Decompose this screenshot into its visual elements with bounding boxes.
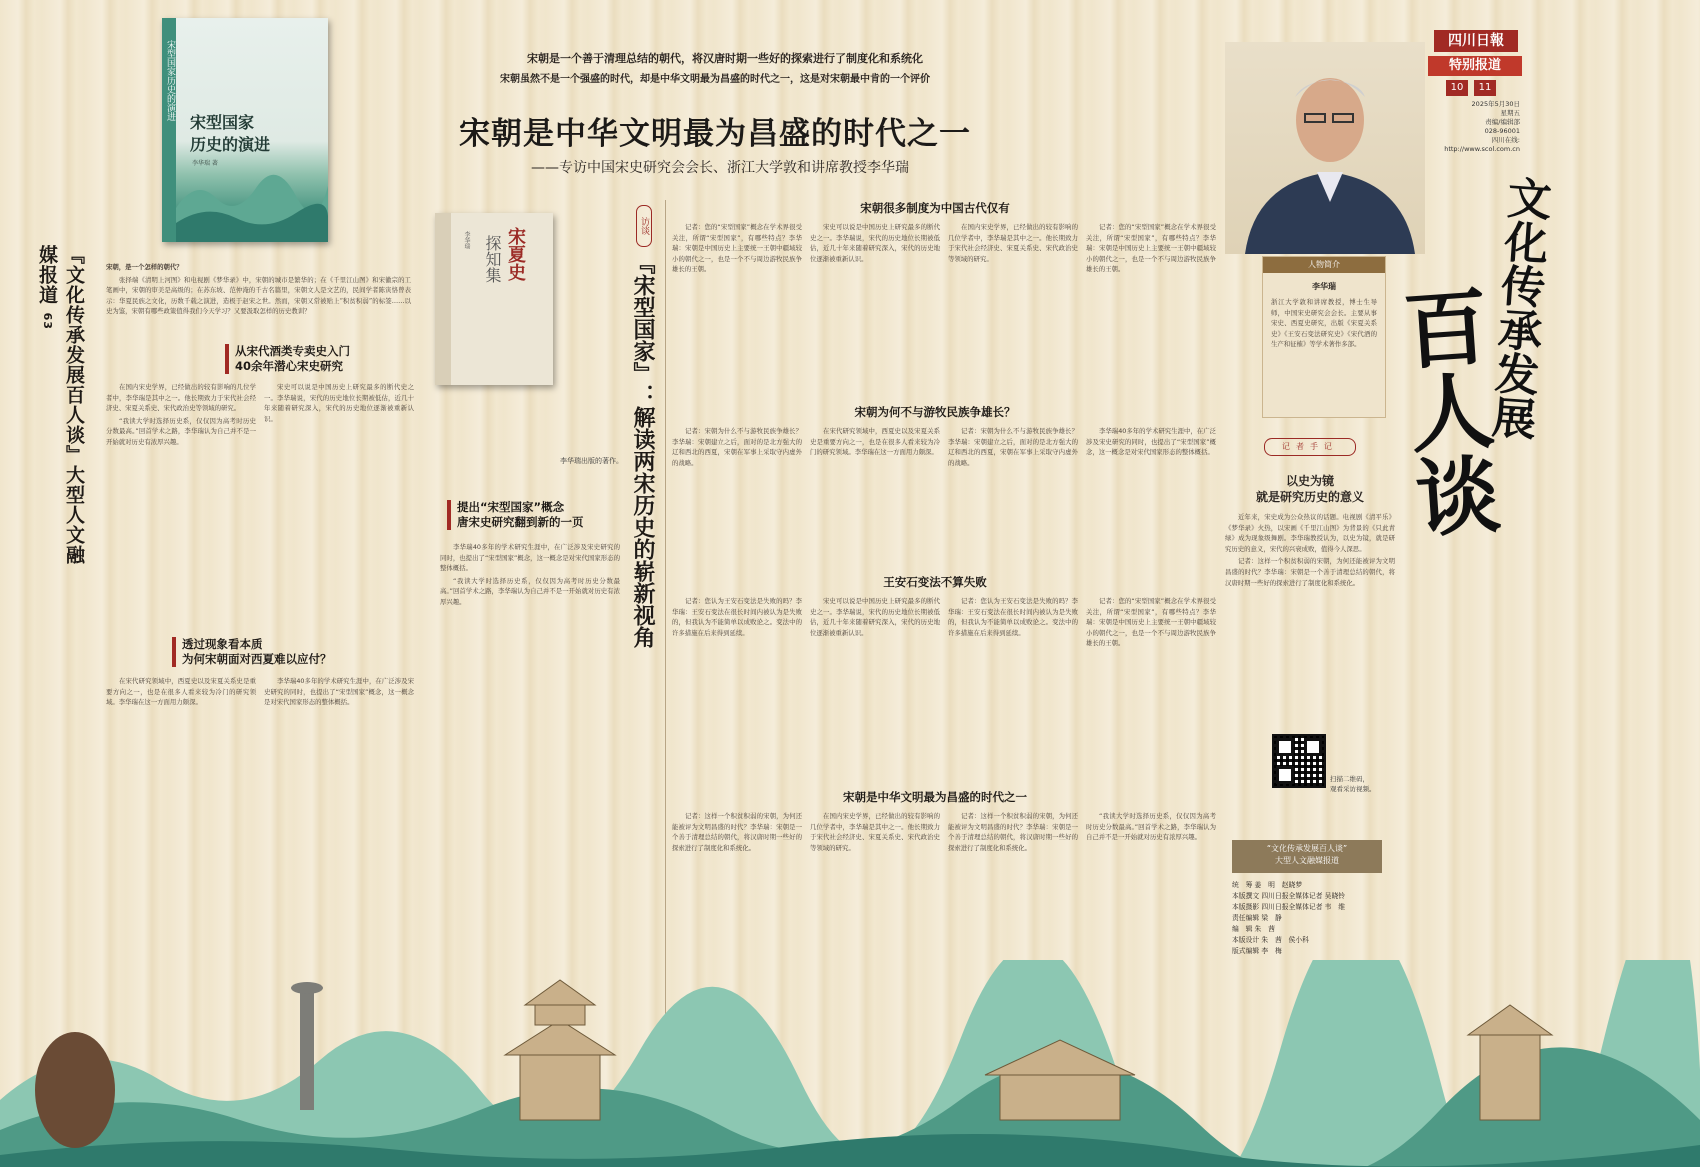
credit-row: 责任编辑 梁 静 [1232, 914, 1282, 922]
main-title: 宋朝是中华文明最为昌盛的时代之一 [459, 116, 971, 152]
credit-row: 本版设计 朱 茜 侯小科 [1232, 936, 1309, 944]
section-title: 宋朝为何不与游牧民族争雄长？ [854, 405, 1016, 419]
credits-list [1232, 880, 1392, 957]
body-paragraph: 记者：您的“宋型国家”概念在学术界很受关注，所谓“宋型国家”，有哪些特点？李华瑞：宋朝是中国历史上主要统一王朝中疆域较小的朝代之一，也是一个不与周边游牧民族争雄长的王朝。 [1086, 223, 1216, 274]
section-heading-wang-anshi [800, 574, 1070, 590]
series-vertical-title [36, 245, 88, 575]
body-paragraph: 在国内宋史学界，已经做出的较有影响的几位学者中，李华瑞是其中之一。他长期致力于宋代社会经济史、宋夏关系史、宋代政治史等领域的研究。 [810, 812, 940, 852]
paper-name: 四川日報 [1434, 30, 1518, 52]
body-paragraph: 在国内宋史学界，已经做出的较有影响的几位学者中，李华瑞是其中之一。他长期致力于宋代社会经济史、宋夏关系史、宋代政治史等领域的研究。 [106, 383, 256, 413]
body-paragraph: 记者：您的“宋型国家”概念在学术界很受关注，所谓“宋型国家”，有哪些特点？李华瑞：宋朝是中国历史上主要统一王朝中疆域较小的朝代之一，也是一个不与周边游牧民族争雄长的王朝。 [672, 223, 802, 274]
intro-question: 宋朝，是一个怎样的朝代？ [106, 263, 183, 271]
intro-text: 张择端《清明上河图》和电视剧《梦华录》中，宋朝的城市是繁华的；在《千里江山图》和宋徽宗的工笔画中，宋朝的审美是高级的；在苏东坡、范仲淹的千古名篇里，宋朝文人是文艺的，民间学者陈寅恪曾表示：华夏民族之文化，历数千载之演进，造极于赵宋之世。然而，宋朝又常被贴上“积贫积弱”的标签……以史为鉴，宋朝有哪些政策值得我们今天学习？又要汲取怎样的历史教训？ [106, 275, 411, 316]
credits-series-line1: “文化传承发展百人谈” [1266, 844, 1348, 853]
page-number-right: 11 [1474, 80, 1496, 96]
portrait-figure [1225, 42, 1425, 254]
qr-caption-2: 观看采访视频。 [1330, 785, 1376, 793]
reporter-note-paragraph: 近年来，宋史成为公众热议的话题。电视剧《清平乐》《梦华录》火热，以宋画《千里江山图》为背景的《只此青绿》成为现象级舞剧。李华瑞教授认为，以史为镜，就是研究历史的意义，宋代的兴衰成败，值得今人深思。 [1225, 513, 1395, 553]
section-heading-song-state-concept [447, 500, 637, 530]
book1-title-line2: 历史的演进 [190, 135, 271, 154]
website-link[interactable]: http://www.scol.com.cn [1444, 145, 1520, 153]
section-heading-nomads [800, 404, 1070, 420]
section-title: 从宋代酒类专卖史入门 40余年潜心宋史研究 [235, 344, 350, 373]
body-paragraph: 李华瑞40多年的学术研究生涯中，在广泛涉及宋史研究的同时，也提出了“宋型国家”概念，这一概念是对宋代国家形态的整体概括。 [440, 543, 620, 573]
body-paragraph: 记者：您认为王安石变法是失败的吗？李华瑞：王安石变法在很长时间内被认为是失败的，但我认为不能简单以成败论之。变法中的许多措施在后来得到延续。 [672, 597, 802, 637]
body-paragraph: 李华瑞40多年的学术研究生涯中，在广泛涉及宋史研究的同时，也提出了“宋型国家”概念，这一概念是对宋代国家形态的整体概括。 [264, 677, 414, 707]
body-column-right-5 [672, 426, 802, 566]
body-paragraph: 记者：您认为王安石变法是失败的吗？李华瑞：王安石变法在很长时间内被认为是失败的，但我认为不能简单以成败论之。变法中的许多措施在后来得到延续。 [948, 597, 1078, 637]
reporter-note-paragraph: 记者：这样一个积贫积弱的宋朝，为何还能被评为文明昌盛的时代？李华瑞：宋朝是一个善于清理总结的朝代，将汉唐时期一些好的探索进行了制度化和系统化。 [1225, 557, 1395, 587]
body-column-right-6 [810, 426, 940, 566]
profile-name: 李华瑞 [1312, 282, 1336, 291]
reporter-note-text [1225, 512, 1395, 716]
series-title-text: 『文化传承发展百人谈』大型人文融媒报道 [36, 245, 85, 565]
intro-block [106, 262, 411, 346]
interview-tag-text: 访谈 [639, 217, 649, 235]
body-paragraph: “我读大学时选择历史系，仅仅因为高考时历史分数最高。”回首学术之路，李华瑞认为自己并不是一开始就对历史有浓厚兴趣。 [440, 576, 620, 606]
body-paragraph: 记者：这样一个积贫积弱的宋朝，为何还能被评为文明昌盛的时代？李华瑞：宋朝是一个善于清理总结的朝代，将汉唐时期一些好的探索进行了制度化和系统化。 [948, 812, 1078, 852]
body-column-right-11 [948, 596, 1078, 786]
body-paragraph: 在国内宋史学界，已经做出的较有影响的几位学者中，李华瑞是其中之一。他长期致力于宋代社会经济史、宋夏关系史、宋代政治史等领域的研究。 [948, 223, 1078, 263]
body-column-mid-1 [440, 542, 620, 922]
body-column-right-13 [672, 811, 802, 946]
section-title: 宋朝是中华文明最为昌盛的时代之一 [843, 790, 1027, 804]
section-title: 提出“宋型国家”概念 唐宋史研究翻到新的一页 [457, 500, 584, 529]
masthead [1428, 30, 1522, 158]
credits-series-line2: 大型人文融媒报道 [1275, 856, 1339, 865]
qr-caption-1: 扫描二维码， [1330, 775, 1369, 783]
body-paragraph: 记者：宋朝为什么不与游牧民族争雄长？李华瑞：宋朝建立之后，面对的是北方强大的辽和西北的西夏，宋朝在军事上采取守内虚外的战略。 [672, 427, 802, 467]
credit-row: 统 筹 姜 明 赵晓梦 [1232, 881, 1303, 889]
middle-vertical-title: 『宋型国家』：解读两宋历史的崭新视角 [630, 252, 655, 648]
body-column-right-14 [810, 811, 940, 946]
body-column-right-16 [1086, 811, 1216, 946]
body-column-right-4 [1086, 222, 1216, 397]
book-cover-song-state [162, 18, 328, 242]
section-title: 王安石变法不算失败 [883, 575, 987, 589]
issue-weekday: 星期五 [1500, 109, 1520, 117]
page-number-left: 10 [1446, 80, 1468, 96]
profile-text: 浙江大学敦和讲席教授，博士生导师，中国宋史研究会会长。主要从事宋史、西夏史研究，出版《宋夏关系史》《王安石变法研究史》《宋代酒的生产和征榷》等学术著作多部。 [1271, 298, 1377, 349]
section-heading-prosperity [800, 789, 1070, 805]
book1-landscape-illustration [176, 168, 328, 242]
body-column-left-3 [106, 676, 256, 976]
body-column-right-2 [810, 222, 940, 397]
series-number: 63 [41, 312, 54, 330]
portrait-photo [1225, 42, 1425, 254]
calligraphy-line1: 文化传承发展 [1482, 173, 1553, 441]
lead-line-2: 宋朝虽然不是一个强盛的时代，却是中华文明最为昌盛的时代之一，这是对宋朝最中肯的一个评价 [500, 74, 930, 85]
book1-spine-title: 宋型国家历史的演进 [165, 40, 175, 121]
section-heading-western-xia [172, 637, 392, 667]
subtitle: ——专访中国宋史研究会会长、浙江大学敦和讲席教授李华瑞 [531, 160, 909, 176]
book-caption: 李华瑞出版的著作。 [560, 457, 623, 465]
book2-title: 宋夏史 [505, 227, 526, 281]
credit-row: 本版撰文 四川日报全媒体记者 吴晓铃 [1232, 892, 1346, 900]
body-column-right-12 [1086, 596, 1216, 786]
book1-title-line1: 宋型国家 [190, 113, 255, 132]
book-cover-song-xia [435, 213, 553, 385]
book1-author: 李华瑞 著 [192, 160, 218, 167]
qr-code[interactable] [1272, 734, 1326, 788]
reporter-note-title-2: 就是研究历史的意义 [1255, 490, 1364, 504]
reporter-note-tag-text: 记者手记 [1282, 442, 1338, 451]
credit-row: 本版摄影 四川日报全媒体记者 韦 维 [1232, 903, 1346, 911]
credits-series-badge [1232, 840, 1382, 873]
calligraphy-line2: 百人谈 [1387, 281, 1504, 541]
body-paragraph: 记者：您的“宋型国家”概念在学术界很受关注，所谓“宋型国家”，有哪些特点？李华瑞：宋朝是中国历史上主要统一王朝中疆域较小的朝代之一，也是一个不与周边游牧民族争雄长的王朝。 [1086, 597, 1216, 648]
body-paragraph: 李华瑞40多年的学术研究生涯中，在广泛涉及宋史研究的同时，也提出了“宋型国家”概念，这一概念是对宋代国家形态的整体概括。 [1086, 427, 1216, 457]
body-column-left-1 [106, 382, 256, 632]
bottom-landscape-illustration [0, 960, 1700, 1167]
column-divider [665, 200, 666, 1080]
body-paragraph: 记者：这样一个积贫积弱的宋朝，为何还能被评为文明昌盛的时代？李华瑞：宋朝是一个善于清理总结的朝代，将汉唐时期一些好的探索进行了制度化和系统化。 [672, 812, 802, 852]
section-title: 透过现象看本质 为何宋朝面对西夏难以应付？ [182, 637, 332, 666]
profile-box [1262, 256, 1386, 418]
body-paragraph: 宋史可以说是中国历史上研究最多的断代史之一。李华瑞说，宋代的历史地位长期被低估，近几十年来随着研究深入，宋代的历史地位逐渐被重新认识。 [810, 223, 940, 263]
profile-box-title: 人物简介 [1263, 257, 1385, 273]
body-paragraph: 在宋代研究领域中，西夏史以及宋夏关系史是重要方向之一，也是在很多人看来较为冷门的研究领域。李华瑞在这一方面用力颇深。 [810, 427, 940, 457]
body-paragraph: 记者：宋朝为什么不与游牧民族争雄长？李华瑞：宋朝建立之后，面对的是北方强大的辽和西北的西夏，宋朝在军事上采取守内虚外的战略。 [948, 427, 1078, 467]
body-column-right-8 [1086, 426, 1216, 566]
phone-number: 028-96001 [1484, 127, 1520, 135]
body-column-right-3 [948, 222, 1078, 397]
body-column-left-2 [264, 382, 414, 632]
body-paragraph: 宋史可以说是中国历史上研究最多的断代史之一。李华瑞说，宋代的历史地位长期被低估，近几十年来随着研究深入，宋代的历史地位逐渐被重新认识。 [810, 597, 940, 637]
book2-author: 李华瑞 [463, 231, 470, 249]
reporter-note-title-1: 以史为镜 [1285, 474, 1334, 488]
credit-row: 编 辑 朱 茜 [1232, 925, 1275, 933]
body-column-left-4 [264, 676, 414, 976]
body-paragraph: 宋史可以说是中国历史上研究最多的断代史之一。李华瑞说，宋代的历史地位长期被低估，近几十年来随着研究深入，宋代的历史地位逐渐被重新认识。 [264, 383, 414, 423]
body-column-right-9 [672, 596, 802, 786]
editor-line: 责编/编辑部 [1485, 118, 1520, 126]
interview-tag [636, 205, 652, 247]
body-paragraph: 在宋代研究领域中，西夏史以及宋夏关系史是重要方向之一，也是在很多人看来较为冷门的研究领域。李华瑞在这一方面用力颇深。 [106, 677, 256, 707]
section-heading-unique-institutions [800, 200, 1070, 216]
body-column-right-15 [948, 811, 1078, 946]
section-title: 宋朝很多制度为中国古代仅有 [860, 201, 1010, 215]
section-label: 特别报道 [1428, 56, 1522, 76]
body-column-right-1 [672, 222, 802, 397]
body-column-right-7 [948, 426, 1078, 566]
section-heading-liquor [225, 344, 425, 374]
book2-subtitle: 探知集 [483, 235, 502, 283]
body-column-right-10 [810, 596, 940, 786]
body-paragraph: “我读大学时选择历史系，仅仅因为高考时历史分数最高。”回首学术之路，李华瑞认为自己并不是一开始就对历史有浓厚兴趣。 [106, 416, 256, 446]
body-paragraph: “我读大学时选择历史系，仅仅因为高考时历史分数最高。”回首学术之路，李华瑞认为自己并不是一开始就对历史有浓厚兴趣。 [1086, 812, 1216, 842]
website-label: 四川在线: [1491, 136, 1520, 144]
issue-date: 2025年5月30日 [1471, 100, 1520, 108]
reporter-note-tag [1264, 438, 1356, 456]
lead-line-1: 宋朝是一个善于清理总结的朝代，将汉唐时期一些好的探索进行了制度化和系统化 [527, 52, 923, 65]
credit-row: 版式编辑 李 梅 [1232, 947, 1282, 955]
